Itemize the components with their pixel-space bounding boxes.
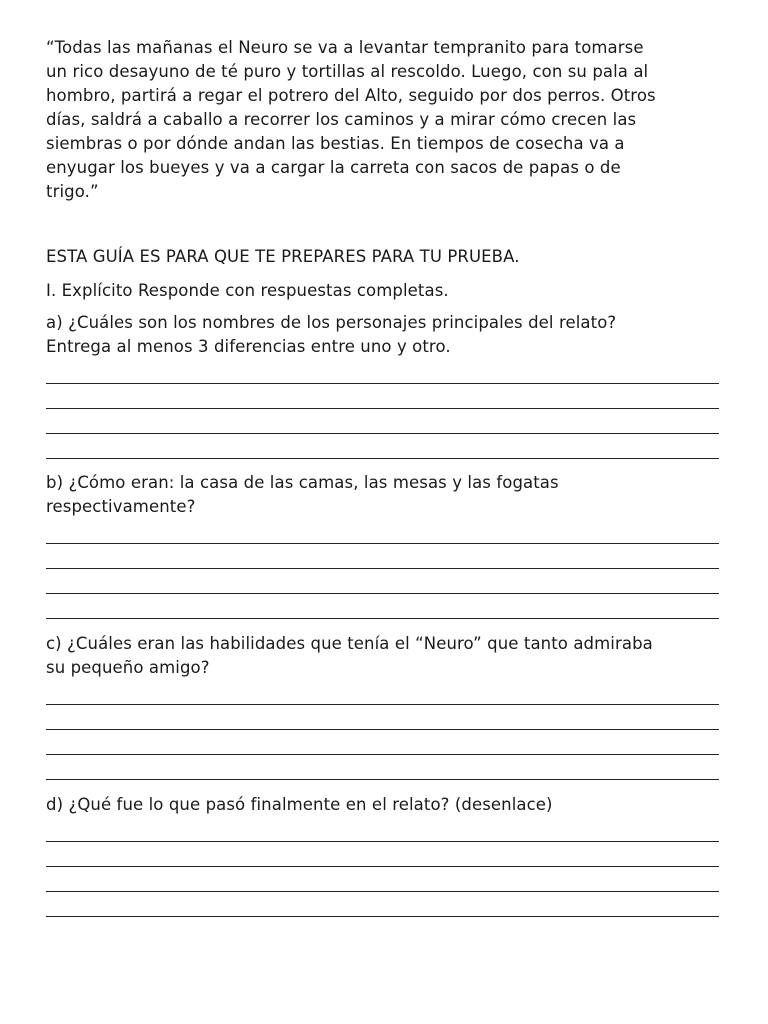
question-c [46, 632, 736, 680]
passage-line: hombro, partirá a regar el potrero del Alto, seguido por dos perros. Otros [46, 86, 656, 105]
question-line: c) ¿Cuáles eran las habilidades que tenía el “Neuro” que tanto admiraba [46, 634, 653, 653]
passage-line: siembras o por dónde andan las bestias. En tiempos de cosecha va a [46, 134, 625, 153]
answer-line[interactable] [46, 729, 719, 730]
question-line: d) ¿Qué fue lo que pasó finalmente en el relato? (desenlace) [46, 795, 553, 814]
answer-line[interactable] [46, 754, 719, 755]
question-line: a) ¿Cuáles son los nombres de los personajes principales del relato? [46, 313, 617, 332]
answer-line[interactable] [46, 383, 719, 384]
answer-line[interactable] [46, 891, 719, 892]
answer-line[interactable] [46, 458, 719, 459]
question-line: su pequeño amigo? [46, 658, 210, 677]
answer-line[interactable] [46, 618, 719, 619]
question-a [46, 311, 736, 359]
passage-line: trigo.” [46, 182, 99, 201]
section-title: I. Explícito Responde con respuestas completas. [46, 281, 449, 300]
passage-line: “Todas las mañanas el Neuro se va a levantar tempranito para tomarse [46, 38, 644, 57]
answer-line[interactable] [46, 568, 719, 569]
answer-line[interactable] [46, 543, 719, 544]
question-line: respectivamente? [46, 497, 196, 516]
answer-line[interactable] [46, 593, 719, 594]
passage-quote [46, 36, 736, 204]
answer-line[interactable] [46, 779, 719, 780]
question-line: Entrega al menos 3 diferencias entre uno y otro. [46, 337, 451, 356]
passage-line: un rico desayuno de té puro y tortillas al rescoldo. Luego, con su pala al [46, 62, 649, 81]
passage-line: enyugar los bueyes y va a cargar la carreta con sacos de papas o de [46, 158, 621, 177]
answer-line[interactable] [46, 866, 719, 867]
guide-heading: ESTA GUÍA ES PARA QUE TE PREPARES PARA TU PRUEBA. [46, 247, 520, 266]
answer-line[interactable] [46, 433, 719, 434]
question-d [46, 793, 736, 817]
question-b [46, 471, 736, 519]
answer-line[interactable] [46, 841, 719, 842]
answer-line[interactable] [46, 408, 719, 409]
answer-line[interactable] [46, 916, 719, 917]
passage-line: días, saldrá a caballo a recorrer los caminos y a mirar cómo crecen las [46, 110, 637, 129]
answer-line[interactable] [46, 704, 719, 705]
question-line: b) ¿Cómo eran: la casa de las camas, las mesas y las fogatas [46, 473, 559, 492]
